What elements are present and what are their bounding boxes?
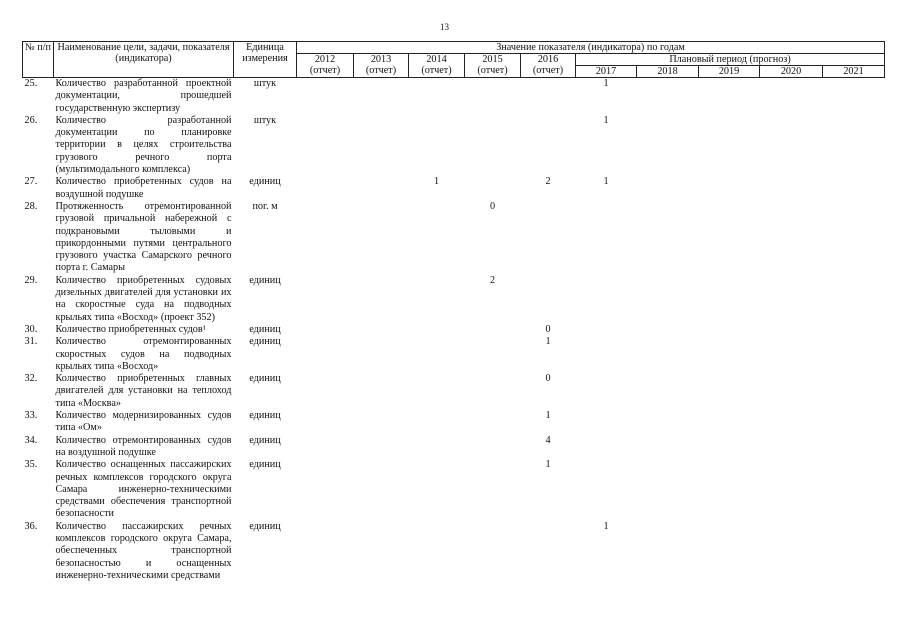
table-row bbox=[23, 115, 885, 176]
value-cell bbox=[297, 336, 354, 373]
row-number: 34. bbox=[24, 434, 38, 446]
value-cell bbox=[699, 201, 760, 275]
value-cell bbox=[637, 201, 699, 275]
value-cell bbox=[823, 275, 885, 324]
row-number: 33. bbox=[24, 410, 38, 422]
value-cell bbox=[409, 373, 465, 410]
unit-cell: штук bbox=[253, 114, 277, 126]
value-cell bbox=[823, 324, 885, 336]
value-cell bbox=[823, 435, 885, 460]
value-cell: 1 bbox=[545, 336, 551, 348]
unit-cell: единиц bbox=[249, 520, 281, 532]
unit-cell: единиц bbox=[249, 176, 281, 188]
value-cell bbox=[823, 176, 885, 201]
indicator-name: Количество оснащенных пассажирских речных комплексов городского округа Самара инженерно-техническими средствами обеспечения транспортной безопасности bbox=[55, 459, 232, 520]
table-header bbox=[23, 42, 885, 78]
value-cell bbox=[637, 521, 699, 582]
row-number: 31. bbox=[24, 336, 38, 348]
value-cell bbox=[823, 78, 885, 115]
indicator-name: Количество приобретенных главных двигателей для установки на теплоход типа «Москва» bbox=[55, 373, 232, 409]
value-cell bbox=[409, 459, 465, 520]
indicator-name: Количество приобретенных судовых дизельных двигателей для установки их на скоростные суда на подводных крыльях типа «Восход» (проект 352) bbox=[55, 274, 232, 323]
value-cell bbox=[297, 435, 354, 460]
value-cell bbox=[521, 201, 576, 275]
value-cell bbox=[760, 410, 823, 435]
header-unit: Единица измерения bbox=[234, 42, 297, 78]
value-cell bbox=[354, 459, 409, 520]
row-number: 25. bbox=[24, 78, 38, 89]
value-cell: 2 bbox=[545, 176, 551, 188]
unit-cell: пог. м bbox=[252, 200, 278, 212]
value-cell bbox=[354, 373, 409, 410]
table-row bbox=[23, 373, 885, 410]
header-year-2019: 2019 bbox=[699, 66, 760, 78]
value-cell bbox=[297, 78, 354, 115]
indicator-name: Количество пассажирских речных комплексов городского округа Самара, обеспеченных транспортной безопасностью и оснащенных инженерно-техническими средствами bbox=[55, 520, 232, 581]
table-body bbox=[23, 78, 885, 583]
unit-cell: единиц bbox=[249, 459, 281, 471]
value-cell bbox=[823, 201, 885, 275]
value-cell bbox=[297, 201, 354, 275]
indicator-name: Количество модернизированных судов типа «Ом» bbox=[55, 410, 232, 434]
value-cell bbox=[760, 176, 823, 201]
value-cell bbox=[576, 459, 637, 520]
value-cell bbox=[297, 459, 354, 520]
value-cell bbox=[637, 336, 699, 373]
row-number: 26. bbox=[24, 114, 38, 126]
unit-cell: единиц bbox=[249, 434, 281, 446]
value-cell bbox=[409, 201, 465, 275]
value-cell bbox=[823, 115, 885, 176]
value-cell bbox=[699, 275, 760, 324]
value-cell bbox=[637, 324, 699, 336]
value-cell bbox=[637, 373, 699, 410]
table-row bbox=[23, 435, 885, 460]
header-year-2021: 2021 bbox=[823, 66, 885, 78]
value-cell bbox=[637, 78, 699, 115]
value-cell bbox=[823, 459, 885, 520]
header-year-2020: 2020 bbox=[760, 66, 823, 78]
indicator-name: Количество приобретенных судов на воздушной подушке bbox=[55, 176, 232, 200]
unit-cell: единиц bbox=[249, 336, 281, 348]
value-cell: 1 bbox=[545, 410, 551, 422]
value-cell bbox=[637, 275, 699, 324]
header-num: № п/п bbox=[23, 42, 54, 78]
value-cell bbox=[409, 336, 465, 373]
value-cell bbox=[297, 521, 354, 582]
row-number: 28. bbox=[24, 200, 38, 212]
header-year-2013: 2013 (отчет) bbox=[354, 54, 409, 78]
value-cell bbox=[409, 521, 465, 582]
header-year-2012: 2012 (отчет) bbox=[297, 54, 354, 78]
value-cell bbox=[699, 373, 760, 410]
unit-cell: штук bbox=[253, 78, 277, 89]
table-row bbox=[23, 410, 885, 435]
indicator-name: Количество разработанной проектной документации, прошедшей государственную экспертизу bbox=[55, 78, 232, 114]
row-number: 30. bbox=[24, 323, 38, 335]
table-row bbox=[23, 176, 885, 201]
value-cell bbox=[760, 78, 823, 115]
value-cell: 1 bbox=[545, 459, 551, 471]
value-cell bbox=[823, 521, 885, 582]
table-row bbox=[23, 324, 885, 336]
value-cell bbox=[465, 373, 521, 410]
value-cell bbox=[409, 410, 465, 435]
value-cell bbox=[297, 176, 354, 201]
value-cell bbox=[297, 373, 354, 410]
indicator-name: Количество разработанной документации по планировке территории в целях строительства грузового речного порта (мультимодального комплекса) bbox=[55, 114, 232, 176]
value-cell bbox=[297, 410, 354, 435]
value-cell bbox=[465, 176, 521, 201]
value-cell bbox=[409, 78, 465, 115]
value-cell bbox=[465, 410, 521, 435]
value-cell: 1 bbox=[603, 78, 609, 89]
value-cell: 1 bbox=[603, 520, 609, 532]
unit-cell: единиц bbox=[249, 274, 281, 286]
value-cell bbox=[354, 115, 409, 176]
indicator-name: Протяженность отремонтированной грузовой причальной набережной с подкрановыми тыловыми и прикордонными путями центрального грузового участка Самарского речного порта г. Самары bbox=[55, 200, 232, 274]
value-cell bbox=[699, 435, 760, 460]
value-cell bbox=[823, 410, 885, 435]
value-cell bbox=[760, 459, 823, 520]
header-year-2018: 2018 bbox=[637, 66, 699, 78]
value-cell bbox=[354, 324, 409, 336]
value-cell bbox=[637, 435, 699, 460]
header-plan: Плановый период (прогноз) bbox=[576, 54, 885, 66]
value-cell bbox=[297, 324, 354, 336]
value-cell bbox=[699, 176, 760, 201]
value-cell bbox=[354, 435, 409, 460]
value-cell bbox=[760, 275, 823, 324]
table-row bbox=[23, 336, 885, 373]
value-cell bbox=[409, 275, 465, 324]
value-cell bbox=[637, 459, 699, 520]
value-cell bbox=[760, 521, 823, 582]
value-cell bbox=[823, 373, 885, 410]
row-number: 36. bbox=[24, 520, 38, 532]
value-cell bbox=[409, 435, 465, 460]
value-cell bbox=[699, 410, 760, 435]
value-cell bbox=[465, 78, 521, 115]
table-row bbox=[23, 459, 885, 520]
value-cell bbox=[760, 115, 823, 176]
header-name: Наименование цели, задачи, показателя (индикатора) bbox=[54, 42, 234, 78]
header-year-2017: 2017 bbox=[576, 66, 637, 78]
value-cell bbox=[354, 275, 409, 324]
value-cell bbox=[576, 324, 637, 336]
indicator-name: Количество отремонтированных судов на воздушной подушке bbox=[55, 434, 232, 458]
value-cell: 0 bbox=[545, 323, 551, 335]
value-cell bbox=[354, 336, 409, 373]
value-cell bbox=[823, 336, 885, 373]
value-cell bbox=[354, 521, 409, 582]
value-cell: 4 bbox=[545, 434, 551, 446]
value-cell bbox=[637, 115, 699, 176]
value-cell bbox=[699, 324, 760, 336]
value-cell bbox=[465, 115, 521, 176]
value-cell bbox=[699, 336, 760, 373]
table-row bbox=[23, 275, 885, 324]
value-cell bbox=[637, 410, 699, 435]
value-cell bbox=[409, 324, 465, 336]
value-cell bbox=[699, 115, 760, 176]
indicator-name: Количество приобретенных судов¹ bbox=[55, 323, 206, 335]
value-cell bbox=[354, 201, 409, 275]
value-cell bbox=[465, 459, 521, 520]
value-cell bbox=[576, 336, 637, 373]
value-cell bbox=[576, 435, 637, 460]
row-number: 32. bbox=[24, 373, 38, 385]
value-cell: 2 bbox=[489, 274, 496, 286]
value-cell bbox=[465, 435, 521, 460]
table-row bbox=[23, 201, 885, 275]
value-cell bbox=[699, 521, 760, 582]
value-cell bbox=[409, 115, 465, 176]
header-year-2016: 2016 (отчет) bbox=[521, 54, 576, 78]
value-cell bbox=[576, 275, 637, 324]
value-cell bbox=[465, 336, 521, 373]
value-cell: 0 bbox=[489, 200, 496, 212]
value-cell bbox=[699, 78, 760, 115]
value-cell bbox=[354, 78, 409, 115]
value-cell bbox=[576, 373, 637, 410]
header-year-2014: 2014 (отчет) bbox=[409, 54, 465, 78]
value-cell bbox=[521, 78, 576, 115]
value-cell: 1 bbox=[603, 114, 609, 126]
value-cell bbox=[465, 324, 521, 336]
table-row bbox=[23, 521, 885, 582]
value-cell bbox=[760, 201, 823, 275]
row-number: 29. bbox=[24, 274, 38, 286]
value-cell bbox=[760, 373, 823, 410]
value-cell bbox=[354, 410, 409, 435]
unit-cell: единиц bbox=[249, 410, 281, 422]
indicator-name: Количество отремонтированных скоростных судов на подводных крыльях типа «Восход» bbox=[55, 336, 232, 372]
header-values: Значение показателя (индикатора) по годам bbox=[297, 42, 885, 54]
value-cell bbox=[521, 275, 576, 324]
page-number: 13 bbox=[440, 22, 449, 32]
value-cell bbox=[760, 324, 823, 336]
value-cell bbox=[576, 410, 637, 435]
table-row bbox=[23, 78, 885, 115]
value-cell bbox=[576, 201, 637, 275]
value-cell bbox=[354, 176, 409, 201]
value-cell: 0 bbox=[545, 373, 551, 385]
indicators-table bbox=[22, 41, 885, 582]
header-year-2015: 2015 (отчет) bbox=[465, 54, 521, 78]
value-cell: 1 bbox=[603, 176, 609, 188]
value-cell bbox=[297, 275, 354, 324]
row-number: 35. bbox=[24, 459, 38, 471]
value-cell bbox=[297, 115, 354, 176]
value-cell bbox=[465, 521, 521, 582]
value-cell bbox=[521, 521, 576, 582]
unit-cell: единиц bbox=[249, 373, 281, 385]
unit-cell: единиц bbox=[249, 323, 281, 335]
value-cell: 1 bbox=[433, 176, 440, 188]
value-cell bbox=[760, 435, 823, 460]
row-number: 27. bbox=[24, 176, 38, 188]
value-cell bbox=[699, 459, 760, 520]
value-cell bbox=[760, 336, 823, 373]
value-cell bbox=[637, 176, 699, 201]
value-cell bbox=[521, 115, 576, 176]
